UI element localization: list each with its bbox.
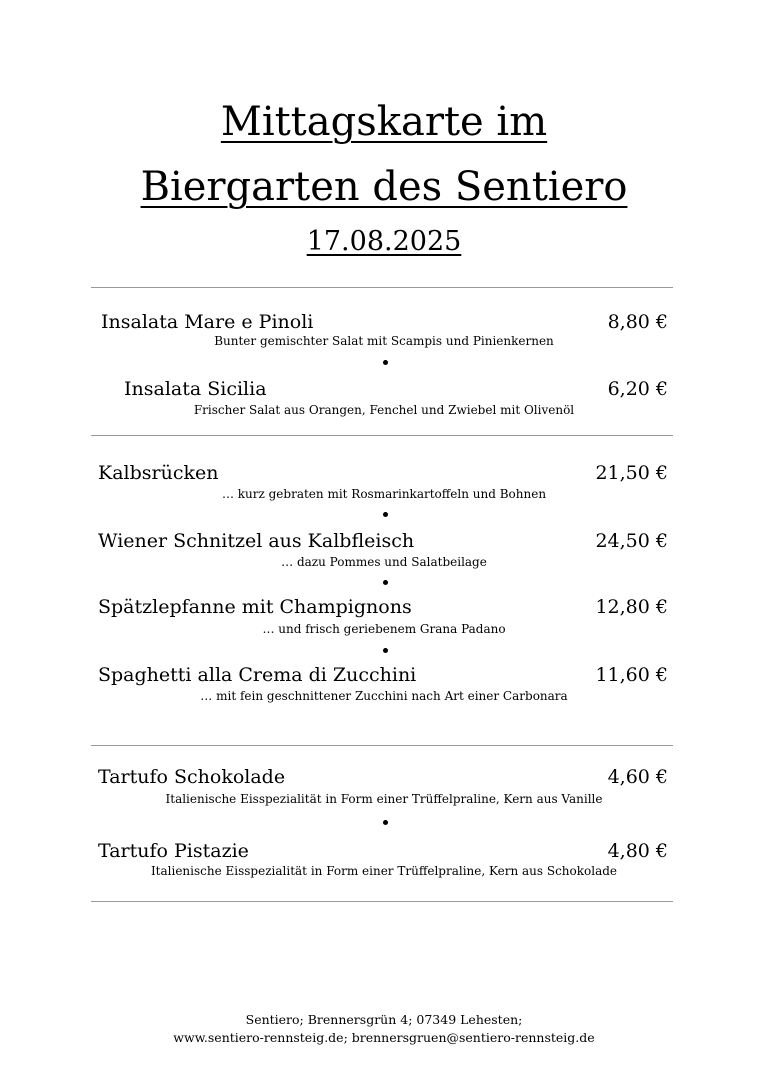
- divider: [91, 901, 673, 902]
- menu-item-description: Bunter gemischter Salat mit Scampis und Pinienkernen: [214, 334, 554, 348]
- bullet-separator: [383, 820, 388, 825]
- menu-item-price: 6,20 €: [607, 378, 668, 400]
- menu-item-price: 11,60 €: [595, 664, 668, 686]
- bullet-separator: [383, 360, 388, 365]
- footer-address: Sentiero; Brennersgrün 4; 07349 Lehesten;: [245, 1012, 523, 1027]
- menu-item-name: Tartufo Pistazie: [98, 840, 249, 862]
- menu-item-name: Kalbsrücken: [98, 462, 219, 484]
- bullet-separator: [383, 512, 388, 517]
- menu-item-name: Spätzlepfanne mit Champignons: [98, 596, 412, 618]
- page-title-line-1: Mittagskarte im: [220, 99, 548, 145]
- menu-item-price: 12,80 €: [595, 596, 668, 618]
- menu-item-price: 8,80 €: [607, 311, 668, 333]
- divider: [91, 745, 673, 746]
- menu-item-price: 4,80 €: [607, 840, 668, 862]
- menu-item-price: 24,50 €: [595, 530, 668, 552]
- page-title-line-2: Biergarten des Sentiero: [140, 164, 628, 210]
- divider: [91, 287, 673, 288]
- footer: [0, 1011, 768, 1047]
- menu-item-name: Insalata Sicilia: [124, 378, 267, 400]
- menu-date: 17.08.2025: [306, 226, 462, 257]
- menu-item-name: Spaghetti alla Crema di Zucchini: [98, 664, 417, 686]
- menu-item-description: Italienische Eisspezialität in Form einer Trüffelpraline, Kern aus Schokolade: [150, 864, 618, 878]
- menu-item-price: 4,60 €: [607, 766, 668, 788]
- menu-item-name: Wiener Schnitzel aus Kalbfleisch: [98, 530, 415, 552]
- menu-item-name: Insalata Mare e Pinoli: [101, 311, 314, 333]
- divider: [91, 435, 673, 436]
- menu-item-description: … und frisch geriebenem Grana Padano: [262, 622, 506, 636]
- menu-item-description: … kurz gebraten mit Rosmarinkartoffeln und Bohnen: [221, 487, 547, 501]
- menu-item-description: … mit fein geschnittener Zucchini nach Art einer Carbonara: [200, 689, 568, 703]
- bullet-separator: [383, 648, 388, 653]
- menu-item-price: 21,50 €: [595, 462, 668, 484]
- bullet-separator: [383, 580, 388, 585]
- footer-contact: www.sentiero-rennsteig.de; brennersgruen@sentiero-rennsteig.de: [173, 1030, 595, 1046]
- menu-item-description: Italienische Eisspezialität in Form einer Trüffelpraline, Kern aus Vanille: [165, 792, 603, 806]
- menu-item-name: Tartufo Schokolade: [98, 766, 286, 788]
- menu-item-description: Frischer Salat aus Orangen, Fenchel und Zwiebel mit Olivenöl: [193, 403, 575, 417]
- menu-item-description: … dazu Pommes und Salatbeilage: [281, 555, 487, 569]
